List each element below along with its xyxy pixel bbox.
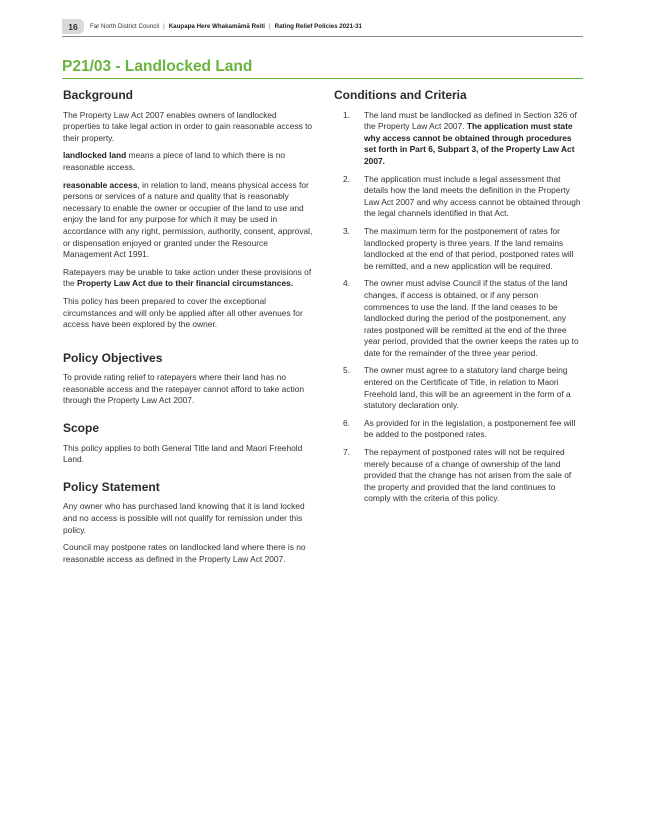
background-heading: Background bbox=[63, 88, 134, 102]
list-item bbox=[334, 365, 584, 411]
scope-heading: Scope bbox=[63, 421, 100, 436]
list-item-number: 7. bbox=[343, 447, 350, 458]
conditions-list bbox=[334, 110, 584, 505]
objectives-heading: Policy Objectives bbox=[63, 350, 163, 365]
header-separator: | bbox=[269, 23, 271, 30]
background-paragraph-1: The Property Law Act 2007 enables owners of landlocked properties to take legal action in order to gain reasonable access to their property. bbox=[63, 109, 313, 143]
list-item bbox=[334, 278, 584, 359]
list-item-number: 6. bbox=[343, 417, 350, 428]
term-reasonable-access: reasonable access bbox=[63, 179, 138, 190]
left-column bbox=[63, 90, 313, 571]
page-number: 16 bbox=[62, 19, 84, 34]
list-item-number: 3. bbox=[343, 225, 350, 236]
background-paragraph-2 bbox=[63, 150, 313, 173]
right-column bbox=[334, 90, 584, 511]
list-item-text: The repayment of postponed rates will not be required merely because of a change of ownership of the land provided that the change has not arisen from the sale of the property and provided that the land continues to comply with the criteria of this policy. bbox=[364, 447, 572, 504]
list-item-number: 2. bbox=[343, 173, 350, 184]
background-paragraph-5: This policy has been prepared to cover the exceptional circumstances and will only be applied after all other avenues for access have been explored by the owner. bbox=[63, 295, 303, 330]
background-paragraph-4-bold: Property Law Act due to their financial circumstances. bbox=[76, 278, 294, 289]
statement-paragraph-1: Any owner who has purchased land knowing that it is land locked and no access is possible will not qualify for remission under this policy. bbox=[63, 501, 305, 535]
list-item bbox=[334, 174, 584, 220]
background-paragraph-4 bbox=[63, 267, 313, 290]
list-item-text: The owner must agree to a statutory land charge being entered on the Certificate of Title, in relation to Maori Freehold land, this will be an agreement in the form of a statutory declaration only. bbox=[364, 365, 571, 411]
list-item-bold: The application must state why access cannot be obtained through procedures set forth in Part 6, Subpart 3, of the Property Law Act 2007. bbox=[364, 121, 575, 166]
scope-paragraph: This policy applies to both General Title land and Maori Freehold Land. bbox=[63, 442, 303, 465]
header-doc: Kaupapa Here Whakamāmā Reiti bbox=[168, 23, 266, 30]
header-section: Rating Relief Policies 2021-31 bbox=[274, 23, 362, 30]
header-text bbox=[90, 23, 362, 30]
background-paragraph-3 bbox=[63, 180, 313, 261]
list-item bbox=[334, 418, 584, 441]
list-item-number: 4. bbox=[343, 278, 350, 289]
list-item-text: The land must be landlocked as defined in Section 326 of the Property Law Act 2007. bbox=[364, 109, 577, 132]
list-item bbox=[334, 110, 584, 168]
conditions-heading: Conditions and Criteria bbox=[334, 88, 467, 102]
term-landlocked-land: landlocked land bbox=[63, 150, 127, 161]
list-item-text: As provided for in the legislation, a postponement fee will be added to the postponed rates. bbox=[364, 417, 576, 440]
page-header bbox=[62, 18, 583, 37]
list-item-text: The owner must advise Council if the status of the land changes, if access is obtained, or if any person commences to use the land. If the land ceases to be landlocked during the period of the postponement, any rates postponed will be remitted at the end of the three year period, provided that the owner keeps the rates up to date for the remainder of the three year period. bbox=[364, 278, 579, 358]
statement-paragraph-2: Council may postpone rates on landlocked land where there is no reasonable access as defined in the Property Law Act 2007. bbox=[63, 542, 306, 564]
list-item bbox=[334, 447, 584, 505]
definition-reasonable-access: , in relation to land, means physical access for persons or services of a nature and quality that is reasonably necessary to enable the owner or occupier of the land to use and enjoy the land for any purpose for which it may be used in accordance with any right, permission, authority, consent, approval, or dispensation enjoyed or granted under the Resource Management Act 1991. bbox=[63, 179, 313, 260]
definition-landlocked-land: means a piece of land to which there is no reasonable access. bbox=[63, 150, 286, 172]
list-item-text: The application must include a legal assessment that details how the land meets the definition in the Property Law Act 2007 and why access cannot be obtained through the legal channels identified in that Act. bbox=[364, 173, 581, 219]
background-paragraph-4-text: Ratepayers may be unable to take action under these provisions of the bbox=[63, 266, 312, 289]
list-item-text: The maximum term for the postponement of rates for landlocked property is three years. If the land remains landlocked at the end of that period, postponed rates will be remitted, and a new application will be required. bbox=[364, 225, 574, 271]
objectives-paragraph: To provide rating relief to ratepayers where their land has no reasonable access and the ratepayer cannot afford to take action through the Property Law Act 2007. bbox=[63, 372, 305, 406]
page-title: P21/03 - Landlocked Land bbox=[62, 58, 583, 79]
list-item bbox=[334, 226, 584, 272]
list-item-number: 1. bbox=[343, 109, 350, 120]
statement-heading: Policy Statement bbox=[63, 479, 160, 494]
header-separator: | bbox=[163, 23, 165, 30]
list-item-number: 5. bbox=[343, 365, 350, 376]
header-org: Far North District Council bbox=[90, 23, 160, 30]
